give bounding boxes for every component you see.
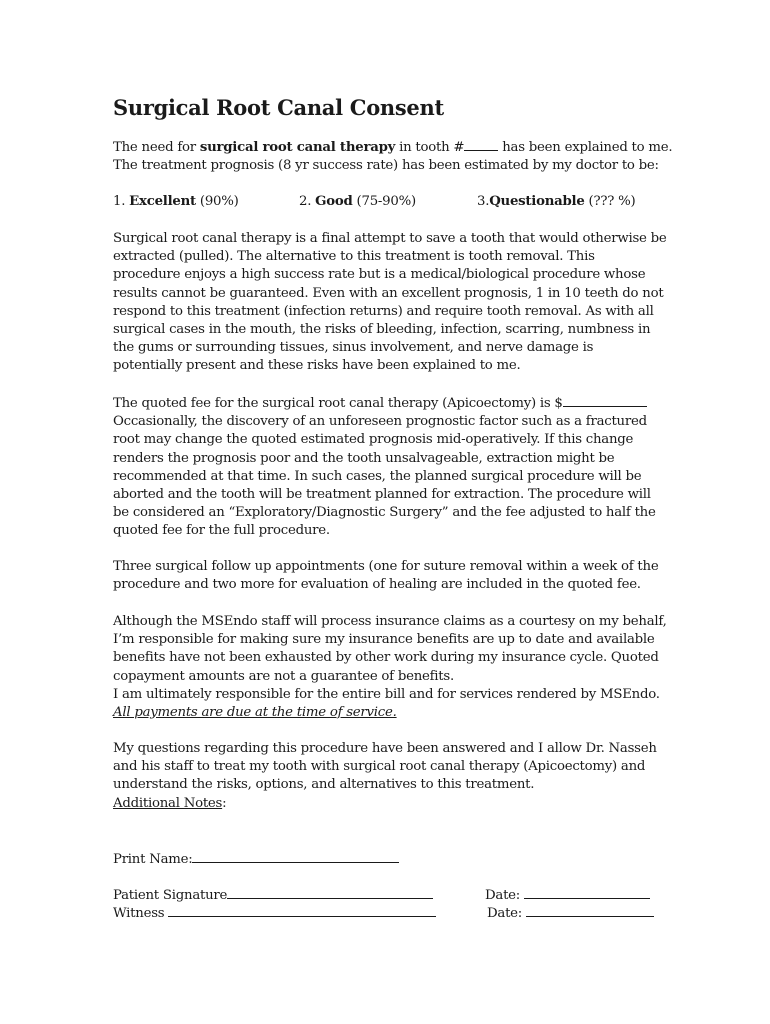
follow-up-paragraph	[113, 558, 658, 594]
authorization-paragraph	[113, 740, 657, 813]
patient-signature-row	[113, 886, 433, 905]
payment-terms: All payments are due at the time of service.	[113, 705, 397, 721]
prognosis-ratings	[113, 193, 661, 213]
rating-number: 2.	[299, 194, 316, 209]
witness-row	[113, 904, 436, 923]
paragraph-line: Surgical root canal therapy is a final attempt to save a tooth that would otherwise be	[113, 231, 667, 246]
rating-excellent	[113, 193, 239, 211]
rating-value: (90%)	[195, 194, 239, 209]
intro-bold-text: surgical root canal therapy	[199, 140, 396, 155]
rating-label: Excellent	[129, 194, 196, 209]
paragraph-line: surgical cases in the mouth, the risks of bleeding, infection, scarring, numbness in	[113, 322, 651, 338]
date-label: Date:	[485, 888, 525, 903]
fee-amount-blank[interactable]	[563, 394, 647, 407]
rating-questionable	[477, 193, 635, 211]
rating-value: (75-90%)	[352, 194, 416, 209]
document-title: Surgical Root Canal Consent	[113, 95, 444, 120]
paragraph-line: potentially present and these risks have been explained to me.	[113, 358, 521, 374]
rating-label: Questionable	[489, 194, 585, 209]
intro-tooth-label: in tooth #	[395, 140, 465, 155]
paragraph-line: results cannot be guaranteed. Even with an excellent prognosis, 1 in 10 teeth do not	[113, 285, 664, 301]
paragraph-line: My questions regarding this procedure have been answered and I allow Dr. Nasseh	[113, 741, 657, 756]
paragraph-line: quoted fee for the full procedure.	[113, 523, 330, 539]
paragraph-line: copayment amounts are not a guarantee of benefits.	[113, 668, 454, 684]
witness-signature-field[interactable]	[168, 904, 436, 917]
fee-line	[113, 394, 656, 413]
paragraph-line: Occasionally, the discovery of an unforeseen prognostic factor such as a fractured	[113, 414, 647, 430]
patient-signature-field[interactable]	[227, 886, 433, 899]
paragraph-line: procedure and two more for evaluation of healing are included in the quoted fee.	[113, 577, 641, 593]
paragraph-line: I am ultimately responsible for the entire bill and for services rendered by MSEndo.	[113, 686, 660, 702]
date-label: Date:	[487, 906, 527, 921]
notes-colon: :	[222, 795, 227, 811]
print-name-field[interactable]	[192, 850, 399, 863]
paragraph-line: procedure enjoys a high success rate but is a medical/biological procedure whose	[113, 267, 646, 283]
patient-date-row	[485, 886, 650, 905]
fee-paragraph	[113, 394, 656, 541]
paragraph-line: the gums or surrounding tissues, sinus involvement, and nerve damage is	[113, 340, 594, 356]
rating-number: 3.	[477, 194, 490, 209]
paragraph-line: recommended at that time. In such cases, the planned surgical procedure will be	[113, 468, 642, 484]
witness-date-row	[487, 904, 654, 923]
paragraph-line: root may change the quoted estimated prognosis mid-operatively. If this change	[113, 432, 634, 448]
intro-line-2: The treatment prognosis (8 yr success rate) has been estimated by my doctor to be:	[113, 158, 659, 174]
paragraph-line: I’m responsible for making sure my insurance benefits are up to date and available	[113, 632, 655, 648]
paragraph-line: respond to this treatment (infection returns) and require tooth removal. As with all	[113, 303, 654, 319]
fee-text: The quoted fee for the surgical root canal therapy (Apicoectomy) is $	[113, 396, 563, 411]
paragraph-line: extracted (pulled). The alternative to this treatment is tooth removal. This	[113, 249, 595, 265]
paragraph-line: be considered an “Exploratory/Diagnostic Surgery” and the fee adjusted to half the	[113, 505, 656, 521]
additional-notes-line	[113, 795, 657, 813]
witness-label: Witness	[113, 906, 169, 921]
intro-text-end: has been explained to me.	[498, 140, 673, 155]
intro-line-1	[113, 138, 672, 157]
paragraph-line: understand the risks, options, and alternatives to this treatment.	[113, 777, 535, 793]
print-name-label: Print Name:	[113, 852, 193, 867]
paragraph-line: renders the prognosis poor and the tooth unsalvageable, extraction might be	[113, 450, 615, 466]
witness-date-field[interactable]	[526, 904, 654, 917]
risks-paragraph	[113, 230, 667, 376]
rating-value: (??? %)	[584, 194, 636, 209]
rating-number: 1.	[113, 194, 130, 209]
paragraph-line: Three surgical follow up appointments (one for suture removal within a week of the	[113, 559, 659, 574]
paragraph-line: benefits have not been exhausted by other work during my insurance cycle. Quoted	[113, 650, 659, 666]
rating-good	[299, 193, 416, 211]
consent-document	[113, 94, 673, 921]
tooth-number-blank[interactable]	[464, 138, 498, 151]
insurance-paragraph	[113, 613, 667, 722]
paragraph-line: and his staff to treat my tooth with surgical root canal therapy (Apicoectomy) and	[113, 759, 646, 775]
patient-signature-label: Patient Signature	[113, 888, 228, 903]
additional-notes-label: Additional Notes	[113, 795, 223, 811]
patient-date-field[interactable]	[524, 886, 650, 899]
intro-paragraph	[113, 138, 672, 175]
print-name-row	[113, 850, 399, 869]
intro-text: The need for	[113, 140, 200, 155]
paragraph-line: Although the MSEndo staff will process insurance claims as a courtesy on my behalf,	[113, 614, 667, 629]
rating-label: Good	[315, 194, 353, 209]
paragraph-line: aborted and the tooth will be treatment planned for extraction. The procedure will	[113, 487, 651, 503]
